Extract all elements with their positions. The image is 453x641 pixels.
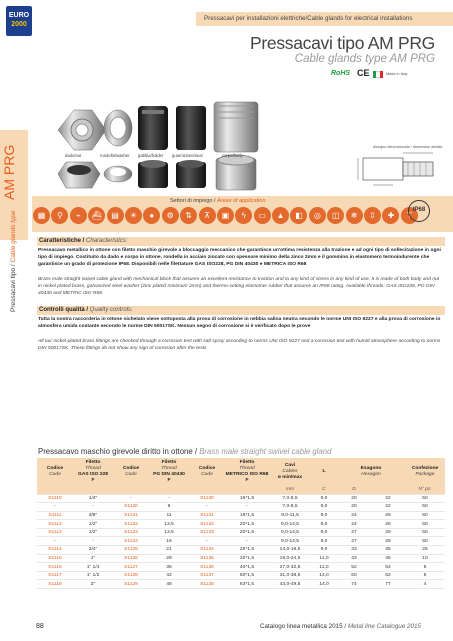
washer-bottom: [104, 166, 132, 182]
robot-icon: ◎: [309, 207, 326, 224]
table-cell: 13,5: [149, 520, 189, 529]
nut-top: [58, 110, 106, 150]
bus-icon: ▭: [254, 207, 271, 224]
lamp-icon: ⚲: [51, 207, 68, 224]
table-cell: 29: [371, 528, 405, 537]
table-row: [37, 503, 445, 512]
table-cell: S1135: [189, 554, 225, 563]
rohs-badge: RoHS: [331, 70, 351, 77]
catalog-footer: [260, 623, 421, 630]
table-cell: S1116: [37, 563, 73, 572]
table-cell: 24: [337, 520, 371, 529]
table-cell: 16: [149, 537, 189, 546]
table-title-plain: Pressacavo maschio girevole diritto in ottone /: [38, 447, 198, 456]
tram-icon: ▣: [217, 207, 234, 224]
table-cell: 3/4": [73, 546, 113, 555]
table-cell: 9,0-14,5: [269, 537, 311, 546]
table-cell: 20*1,5: [225, 520, 269, 529]
table-cell: 50*1,5: [225, 571, 269, 580]
quality-head-en: Quality controls:: [89, 307, 133, 313]
ce-mark: CE: [357, 68, 370, 78]
table-row: [37, 537, 445, 546]
dimension-label: disegno dimensionale / dimension details: [373, 145, 443, 149]
col-hexagon: Esagono Hexagon: [337, 458, 405, 486]
table-cell: 22: [371, 503, 405, 512]
table-cell: 1/2": [73, 528, 113, 537]
table-cell: 1/2": [73, 520, 113, 529]
quality-text-it: Tutta la nostra raccorderia in ottone nichelato viene sottoposta alla prova di corrosione in nebbia salina neutra secondo le norme UNI ISO 9227 e alla prova di corrosione in atmosfera umida costante secondo le norme DIN 50017SK. Nessun segno di corrosione si è verificato dopo le prove: [38, 317, 441, 329]
table-cell: -: [37, 537, 73, 546]
quality-head-it: Controlli qualità /: [39, 307, 88, 313]
table-row: [37, 520, 445, 529]
table-cell: 60: [337, 571, 371, 580]
part-label-holder: gabbia/holder: [138, 153, 164, 158]
table-cell: 50: [405, 537, 445, 546]
col-length: L: [311, 458, 337, 486]
dimension-drawing: [348, 150, 448, 190]
part-label-washer: rondella/washer: [100, 153, 130, 158]
table-cell: -: [225, 503, 269, 512]
table-cell: S1115: [37, 554, 73, 563]
table-cell: S1120: [113, 503, 149, 512]
table-cell: 10: [405, 554, 445, 563]
characteristics-heading: [37, 237, 445, 246]
category-bar: Pressacavi per installazioni elettriche/Cable glands for electrical installations: [196, 12, 453, 26]
table-cell: 31,0-38,5: [269, 571, 311, 580]
table-cell: 63*1,5: [225, 580, 269, 589]
logo-line1: EURO: [8, 12, 30, 19]
table-cell: S1111: [37, 511, 73, 520]
table-cell: S1124: [113, 537, 149, 546]
seal-top: [176, 106, 206, 150]
col-code-pg: Codice Code: [113, 458, 149, 486]
table-units-row: mm C D N° pz.: [37, 486, 445, 494]
elevator-icon: ⇅: [180, 207, 197, 224]
table-cell: S1126: [113, 554, 149, 563]
table-cell: 2": [73, 580, 113, 589]
table-cell: 13,5: [149, 528, 189, 537]
table-cell: 14,0-19,5: [269, 546, 311, 555]
table-cell: 9,0-11,5: [269, 511, 311, 520]
table-cell: 11,0: [311, 554, 337, 563]
table-cell: 50: [405, 494, 445, 503]
table-cell: 11: [149, 511, 189, 520]
application-icons: [33, 207, 419, 224]
applications-label-plain: Settori di impiego /: [170, 198, 216, 204]
table-cell: S1123: [113, 528, 149, 537]
table-cell: 40*1,5: [225, 563, 269, 572]
table-cell: S1122: [113, 520, 149, 529]
table-cell: 9,0: [311, 528, 337, 537]
table-cell: 77: [371, 580, 405, 589]
plug-icon: ⌁: [70, 207, 87, 224]
table-cell: 24: [337, 511, 371, 520]
gear-icon: ⚙: [162, 207, 179, 224]
table-cell: S1112: [37, 520, 73, 529]
table-cell: 27: [337, 537, 371, 546]
table-row: [37, 554, 445, 563]
applications-label: [170, 198, 265, 204]
table-cell: S1131: [189, 511, 225, 520]
factory-icon: ▦: [33, 207, 50, 224]
washer-top: [104, 110, 132, 146]
table-title: [38, 447, 331, 456]
page-subtitle: Cable glands type AM PRG: [294, 53, 435, 65]
table-cell: 20: [337, 503, 371, 512]
table-row: [37, 571, 445, 580]
characteristics-head-it: Caratteristiche /: [39, 238, 85, 244]
table-cell: 21: [149, 546, 189, 555]
table-cell: 22: [371, 494, 405, 503]
table-cell: -: [225, 537, 269, 546]
table-cell: 19,0-24,5: [269, 554, 311, 563]
table-cell: S1110: [37, 494, 73, 503]
table-cell: -: [149, 494, 189, 503]
table-cell: 11,0: [311, 563, 337, 572]
table-cell: S1134: [189, 546, 225, 555]
table-cell: 1": [73, 554, 113, 563]
table-cell: S1127: [113, 563, 149, 572]
table-cell: 36: [149, 563, 189, 572]
body-top: [214, 102, 258, 152]
crane-icon: ⊤: [401, 207, 418, 224]
table-cell: 9,0: [311, 520, 337, 529]
seal-bottom: [176, 160, 206, 188]
table-cell: 14,0: [311, 571, 337, 580]
table-cell: 5: [405, 563, 445, 572]
table-cell: 27,0-32,5: [269, 563, 311, 572]
table-cell: 9,0-14,5: [269, 528, 311, 537]
characteristics-text-en: Brass male straight swivel cable gland with mechanical block that assures an excellent resistance to traction and to any kind of stress in any kind of use. It is made of both body and nut in nickel plated brass, galvanized steel washer (zinc plated minimum 2mm) and thermo-setting elastomer rubber that assures an IP68 rating. Available threads: GAS ISO228, PG DIN 40430 and METRIC ISO R68: [38, 277, 440, 296]
part-label-nut: dado/nut: [65, 153, 82, 158]
table-cell: S1125: [113, 546, 149, 555]
side-title: AM PRG: [1, 144, 17, 200]
catalog-footer-italic: Metal line Catalogue 2015: [347, 623, 422, 630]
table-cell: S1113: [37, 528, 73, 537]
table-cell: 29: [371, 537, 405, 546]
col-thread-metric: Filetto Thread METRICO ISO R68 F: [225, 458, 269, 486]
table-cell: 20: [337, 494, 371, 503]
table-row: [37, 494, 445, 503]
table-cell: 14,0: [311, 580, 337, 589]
machine-icon: ◫: [327, 207, 344, 224]
table-cell: 50: [405, 503, 445, 512]
table-cell: 42: [149, 571, 189, 580]
col-thread-pg: Filetto Thread PG DIN 40430 F: [149, 458, 189, 486]
table-cell: 1" 1/2: [73, 571, 113, 580]
table-cell: 43,0-49,5: [269, 580, 311, 589]
table-cell: 62: [371, 571, 405, 580]
table-cell: 3/8": [73, 511, 113, 520]
table-row: [37, 546, 445, 555]
solar-icon: ☀: [125, 207, 142, 224]
table-cell: 50: [405, 511, 445, 520]
table-cell: 9,0-14,5: [269, 520, 311, 529]
table-cell: -: [37, 503, 73, 512]
table-cell: -: [73, 503, 113, 512]
table-cell: 7,0-8,5: [269, 503, 311, 512]
table-cell: S1133: [189, 528, 225, 537]
holder-bottom: [138, 160, 168, 188]
medical-icon: ✚: [382, 207, 399, 224]
table-cell: 9,0: [311, 494, 337, 503]
product-table: [37, 458, 445, 589]
table-cell: 1" 1/4: [73, 563, 113, 572]
col-code-gas: Codice Code: [37, 458, 73, 486]
table-cell: 16*1,5: [225, 494, 269, 503]
table-cell: 26: [371, 511, 405, 520]
italy-flag-icon: [373, 71, 383, 78]
table-cell: S1129: [113, 580, 149, 589]
col-package: Confezione Package: [405, 458, 445, 486]
bulb-icon: ●: [143, 207, 160, 224]
table-cell: -: [113, 494, 149, 503]
part-label-body: corpo/body: [222, 153, 243, 158]
table-cell: 25*1,5: [225, 546, 269, 555]
table-row: [37, 528, 445, 537]
lift-icon: ⇳: [364, 207, 381, 224]
table-cell: 45: [371, 554, 405, 563]
side-subtitle: Pressacavi tipo / Cable glands type: [10, 210, 17, 312]
table-cell: -: [189, 537, 225, 546]
table-cell: 50: [405, 520, 445, 529]
table-cell: 52: [337, 563, 371, 572]
truck-icon: ◧: [290, 207, 307, 224]
table-cell: S1137: [189, 571, 225, 580]
logo-line2: 2000: [11, 21, 27, 28]
table-cell: 50: [405, 528, 445, 537]
characteristics-head-en: Characteristics:: [86, 238, 128, 244]
table-cell: 9: [149, 503, 189, 512]
quality-heading: [37, 306, 445, 315]
table-cell: 43: [337, 554, 371, 563]
table-cell: -: [73, 537, 113, 546]
table-cell: 35: [371, 546, 405, 555]
table-cell: 27: [337, 528, 371, 537]
page-title: Pressacavi tipo AM PRG: [250, 33, 435, 53]
part-label-seal: guarnizione/seal: [172, 153, 203, 158]
electric-icon: ϟ: [235, 207, 252, 224]
table-cell: 54: [371, 563, 405, 572]
train-icon: ▤: [107, 207, 124, 224]
table-row: [37, 511, 445, 520]
tower-icon: ⊼: [199, 207, 216, 224]
table-cell: S1128: [113, 571, 149, 580]
table-cell: 26: [371, 520, 405, 529]
fire-icon: ▲: [272, 207, 289, 224]
col-code-metric: Codice Code: [189, 458, 225, 486]
table-cell: 48: [149, 580, 189, 589]
side-sub-plain: Pressacavi tipo: [10, 267, 17, 312]
col-thread-gas: Filetto Thread GAS ISO 228 F: [73, 458, 113, 486]
ip68-badge: IP68: [408, 200, 430, 222]
table-cell: 74: [337, 580, 371, 589]
hvac-icon: ❄: [346, 207, 363, 224]
characteristics-text-it: Pressacavo metallico in ottone con filetto maschio girevole a bloccaggio meccanico che garantisce un'ottima resistenza alla trazione e ad ogni tipo di sollecitazione in ogni tipo di impiego. Costituito da dado e corpo in ottone, rondella in acciaio zincato con spessore minimo della zinco 2mm e il gommino in elastomero termoindurente che garantisce un grado di protezione IP68. Disponibili nelle filettature GAS ISO228, PG DIN 40430 e METRICA ISO R68: [38, 248, 441, 267]
catalog-footer-plain: Catalogo linea metallica 2015 /: [260, 623, 347, 630]
applications-label-italic: Areas of application: [217, 198, 266, 204]
table-cell: 5: [405, 571, 445, 580]
table-title-italic: Brass male straight swivel cable gland: [199, 447, 332, 456]
table-cell: S1138: [189, 580, 225, 589]
table-cell: S1114: [37, 546, 73, 555]
table-cell: 4: [405, 580, 445, 589]
table-cell: S1132: [189, 520, 225, 529]
table-header-row: [37, 458, 445, 486]
table-cell: 25: [405, 546, 445, 555]
col-cables: Cavi Cables ø min/max: [269, 458, 311, 486]
table-cell: 18*1,5: [225, 511, 269, 520]
nut-bottom: [58, 162, 100, 188]
page-number: 88: [36, 623, 44, 630]
parts-illustration: [56, 92, 266, 200]
table-row: [37, 580, 445, 589]
table-cell: 9,0: [311, 546, 337, 555]
table-row: [37, 563, 445, 572]
table-cell: S1130: [189, 494, 225, 503]
table-cell: 32*1,5: [225, 554, 269, 563]
made-in-italy: Made in Italy: [386, 72, 408, 76]
table-cell: 9,0: [311, 537, 337, 546]
table-cell: S1136: [189, 563, 225, 572]
quality-text-en: All our nickel-plated brass fittings are checked through a corrosion test with salt spray according to norms UNI ISO 9227 and a corrosion test with humid atmosphere according to norms DIN 50017SK. These fittings do not show any sign of corrosion after the tests: [38, 339, 441, 351]
table-cell: 7,0-8,5: [269, 494, 311, 503]
table-cell: 20*1,5: [225, 528, 269, 537]
table-cell: 29: [149, 554, 189, 563]
ship-icon: ⛴: [88, 207, 105, 224]
table-cell: S1118: [37, 580, 73, 589]
table-cell: 1/4": [73, 494, 113, 503]
body-bottom: [216, 155, 256, 190]
side-sub-italic: Cable glands type: [10, 210, 17, 263]
table-cell: -: [189, 503, 225, 512]
table-cell: S1121: [113, 511, 149, 520]
table-cell: 33: [337, 546, 371, 555]
holder-top: [138, 106, 168, 150]
table-cell: 9,0: [311, 503, 337, 512]
table-cell: S1117: [37, 571, 73, 580]
brand-logo: [6, 6, 32, 36]
table-cell: 9,0: [311, 511, 337, 520]
